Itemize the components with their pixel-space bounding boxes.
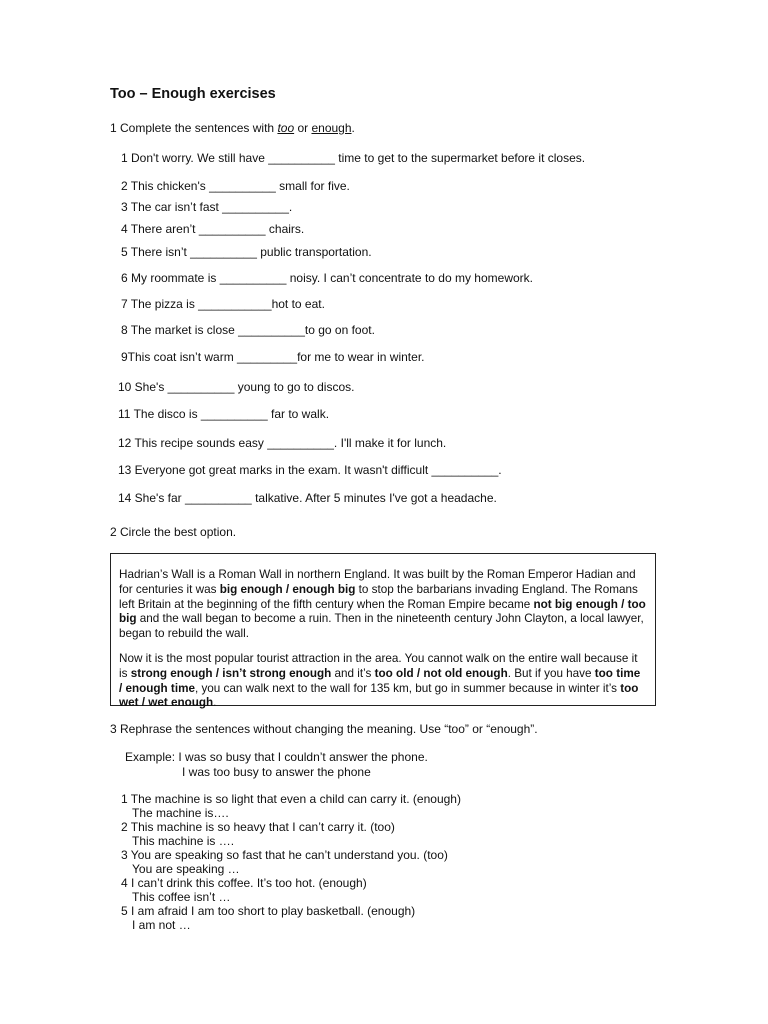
exercise-item: 3 The car isn’t fast __________. bbox=[121, 200, 293, 214]
rephrase-question: 5 I am afraid I am too short to play basketball. (enough) bbox=[121, 904, 416, 918]
exercise-item: 11 The disco is __________ far to walk. bbox=[118, 407, 330, 421]
rephrase-question: 1 The machine is so light that even a child can carry it. (enough) bbox=[121, 792, 461, 806]
passage-text: to stop the barbarians invading England. The Romans left Britain at the beginning of the fifth century when the Roman Empire became bbox=[119, 582, 638, 611]
passage-text: and it’s bbox=[331, 666, 375, 680]
rephrase-question: 4 I can’t drink this coffee. It’s too hot. (enough) bbox=[121, 876, 367, 890]
exercise-item: 8 The market is close __________to go on foot. bbox=[121, 323, 375, 337]
exercise-item: 13 Everyone got great marks in the exam. It wasn't difficult __________. bbox=[118, 463, 502, 477]
exercise-item: 7 The pizza is ___________hot to eat. bbox=[121, 297, 325, 311]
section2-instruction: 2 Circle the best option. bbox=[110, 525, 237, 539]
instruction-suffix: . bbox=[351, 121, 355, 135]
passage-text: Now it is the most popular tourist attraction in the area. You cannot walk on the entire wall because it is bbox=[119, 651, 638, 680]
option-choice: big enough / enough big bbox=[219, 582, 356, 596]
exercise-item: 6 My roommate is __________ noisy. I can’t concentrate to do my homework. bbox=[121, 271, 533, 285]
passage-text: , you can walk next to the wall for 135 km, but go in summer because in winter it’s bbox=[194, 681, 621, 695]
instruction-or: or bbox=[294, 121, 312, 135]
option-choice: too time / enough time bbox=[119, 666, 641, 695]
exercise-item: 4 There aren’t __________ chairs. bbox=[121, 222, 305, 236]
section3-instruction: 3 Rephrase the sentences without changing the meaning. Use “too” or “enough”. bbox=[110, 722, 538, 736]
exercise-item: 9This coat isn’t warm _________for me to wear in winter. bbox=[121, 350, 425, 364]
option-choice: too wet / wet enough bbox=[119, 681, 639, 710]
rephrase-answer-stem: I am not … bbox=[132, 918, 191, 932]
option-choice: too old / not old enough bbox=[374, 666, 508, 680]
option-choice: not big enough / too big bbox=[119, 597, 646, 626]
rephrase-answer-stem: You are speaking … bbox=[132, 862, 240, 876]
rephrase-answer-stem: The machine is…. bbox=[132, 806, 229, 820]
exercise-item: 1 Don't worry. We still have __________ time to get to the supermarket before it closes. bbox=[121, 151, 586, 165]
passage-text: Hadrian’s Wall is a Roman Wall in northern England. It was built by the Roman Emperor Hadian and for centuries it was bbox=[119, 568, 636, 596]
passage-paragraph-2 bbox=[119, 652, 646, 711]
rephrase-question: 2 This machine is so heavy that I can’t carry it. (too) bbox=[121, 820, 395, 834]
instruction-text: 1 Complete the sentences with bbox=[110, 121, 278, 135]
exercise-item: 10 She's __________ young to go to discos. bbox=[118, 380, 355, 394]
exercise-item: 12 This recipe sounds easy __________. I'll make it for lunch. bbox=[118, 436, 447, 450]
exercise-item: 2 This chicken's __________ small for five. bbox=[121, 179, 350, 193]
example-sentence: Example: I was so busy that I couldn’t answer the phone. bbox=[125, 750, 428, 764]
reading-passage-box bbox=[110, 553, 656, 710]
instruction-enough: enough bbox=[311, 121, 352, 135]
option-choice: strong enough / isn’t strong enough bbox=[130, 666, 332, 680]
rephrase-answer-stem: This machine is …. bbox=[132, 834, 235, 848]
example-answer: I was too busy to answer the phone bbox=[182, 765, 371, 779]
passage-text: . But if you have bbox=[507, 666, 595, 680]
rephrase-question: 3 You are speaking so fast that he can’t understand you. (too) bbox=[121, 848, 448, 862]
passage-text: and the wall began to become a ruin. Then in the nineteenth century John Clayton, a local lawyer, began to rebuild the wall. bbox=[119, 612, 644, 641]
rephrase-answer-stem: This coffee isn’t … bbox=[132, 890, 231, 904]
passage-text: . bbox=[213, 696, 217, 710]
passage-paragraph-1 bbox=[119, 568, 646, 642]
section1-instruction bbox=[110, 121, 355, 135]
instruction-too: too bbox=[277, 121, 295, 135]
exercise-item: 5 There isn’t __________ public transportation. bbox=[121, 245, 372, 259]
exercise-item: 14 She's far __________ talkative. After 5 minutes I've got a headache. bbox=[118, 491, 497, 505]
page-title: Too – Enough exercises bbox=[110, 86, 276, 102]
